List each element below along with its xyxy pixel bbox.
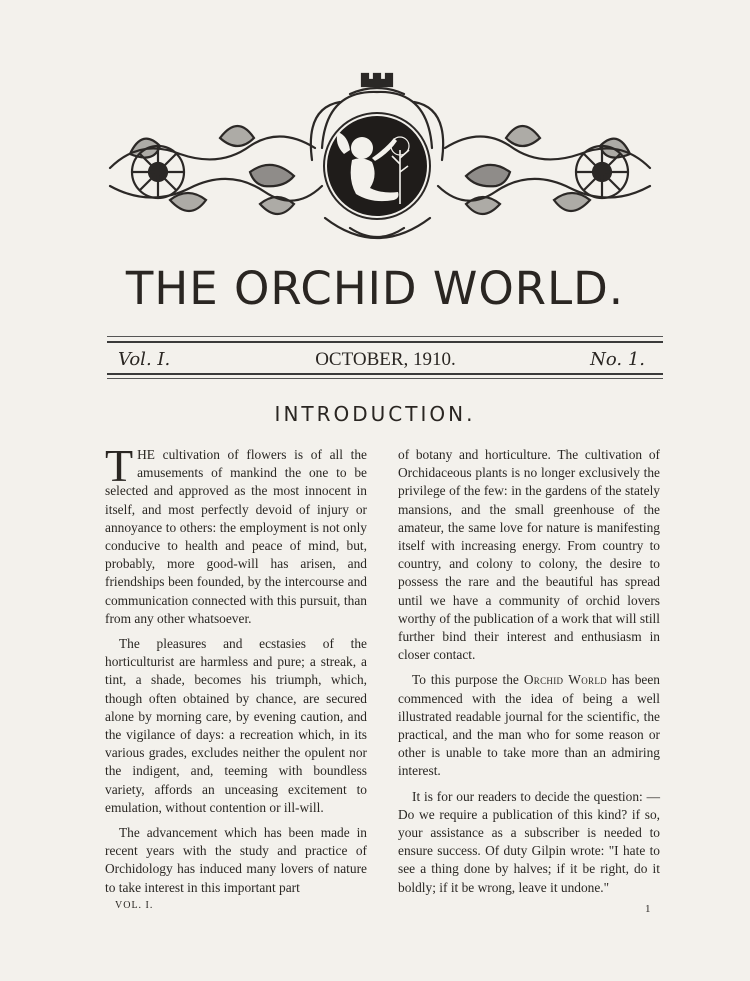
paragraph-3: The advancement which has been made in recent years with the study and practice of Orchidology has induced many lovers of nature to take interest in this important part — [105, 825, 367, 895]
paragraph-1 — [105, 440, 367, 628]
title-rule-top-thin — [107, 336, 663, 337]
issue-number: No. 1. — [590, 349, 645, 370]
journal-name: Orchid World — [523, 672, 607, 688]
paragraph-3-continued: of botany and horticulture. The cultivation of Orchidaceous plants is no longer exclusively the privilege of the few: in the gardens of the stately mansions, and the small greenhouse of the amateur, the same love for nature is manifesting itself with increasing energy. From country to country, and colony to colony, the desire to possess the rare and the beautiful has spread until we have a community of orchid lovers worthy of the publication of a work that will still further bind their interest and enthusiasm in closer contact. — [398, 447, 660, 663]
drop-cap: T — [105, 440, 134, 491]
volume-label: Vol. I. — [118, 349, 171, 370]
paragraph-4-end: has been commenced with the idea of being a well illustrated readable journal for the scientific, the practical, and the man who for some reason or other is unable to take more than an admiring interest. — [398, 672, 660, 779]
article-heading: INTRODUCTION. — [274, 402, 476, 426]
paragraph-5: It is for our readers to decide the question: —Do we require a publication of this kind? if so, your assistance as a subscriber is needed to ensure success. Of duty Gilpin wrote: "I hate to see a thing done by halves; if it be right, do it boldly; if it be wrong, leave it undone." — [398, 788, 660, 895]
issue-rule-bottom-thick — [107, 373, 663, 375]
issue-rule-bottom-thin — [107, 378, 663, 379]
issue-date: OCTOBER, 1910. — [315, 349, 456, 370]
article-column-right — [398, 446, 660, 897]
magazine-title: THE ORCHID WORLD. — [125, 262, 625, 315]
paragraph-1-text: HE cultivation of flowers is of all the amusements of mankind the one to be selected and approved as the most innocent in itself, and most perfectly devoid of injury or annoyance to others: the employment is not only conducive to health and peace of mind, but, probably, more good-will has arisen, and friendships been founded, by the intercourse and communication connected with this pursuit, than from any other whatsoever. — [105, 447, 367, 626]
paragraph-4 — [398, 671, 660, 780]
article-column-left — [105, 440, 367, 897]
page-number: 1 — [645, 903, 651, 915]
signature-mark: VOL. I. — [115, 900, 154, 911]
header-ornament-illustration — [100, 68, 660, 253]
title-rule-top-thick — [107, 341, 663, 343]
paragraph-4-start: To this purpose the — [412, 672, 519, 688]
paragraph-2: The pleasures and ecstasies of the horticulturist are harmless and pure; a streak, a tint, a shade, becomes his triumph, which, though often obtained by chance, are secured alone by morning care, by evening caution, and the vigilance of days: a recreation which, in its various grades, excludes neither the opulent nor the indigent, and, teeming with boundless variety, affords an unceasing excitement to emulation, without contention or ill-will. — [105, 636, 367, 815]
